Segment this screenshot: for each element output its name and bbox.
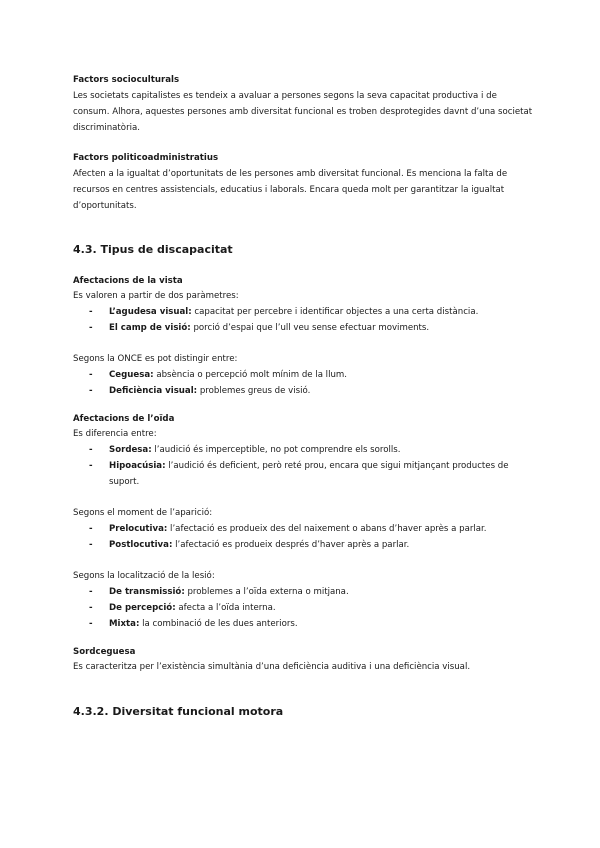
paragraph-vista-intro: Es valoren a partir de dos paràmetres: <box>73 291 239 301</box>
paragraph-politicoadministratius: Afecten a la igualtat d’oportunitats de les persones amb diversitat funcional. Es menciona la falta de recursos en centres assistencials, educatius i laborals. Encara queda molt per garantitzar la igualtat d’oportunitats. <box>73 169 508 211</box>
list-dash: - <box>89 524 93 534</box>
list-oida-moment <box>73 521 533 553</box>
list-item <box>73 304 533 320</box>
list-dash: - <box>89 323 93 333</box>
list-vista-once <box>73 367 533 399</box>
paragraph-oida-intro: Es diferencia entre: <box>73 429 157 439</box>
list-item <box>73 442 533 458</box>
paragraph-oida-localitzacio: Segons la localització de la lesió: <box>73 571 215 581</box>
list-term: De percepció: <box>109 603 176 613</box>
subheading-sordceguesa: Sordceguesa <box>73 647 136 657</box>
paragraph-sordceguesa: Es caracteritza per l’existència simultània d’una deficiència auditiva i una deficiència visual. <box>73 662 471 672</box>
list-desc: l’afectació es produeix des del naixement o abans d’haver après a parlar. <box>167 524 487 534</box>
subheading-afectacions-oida: Afectacions de l’oïda <box>73 414 175 424</box>
list-item <box>73 537 533 553</box>
list-desc: absència o percepció molt mínim de la llum. <box>153 370 348 380</box>
list-item <box>73 521 533 537</box>
list-item <box>73 383 533 399</box>
list-term: Deficiència visual: <box>109 386 198 396</box>
list-term: Sordesa: <box>109 445 152 455</box>
list-dash: - <box>89 307 93 317</box>
list-dash: - <box>89 540 93 550</box>
list-dash: - <box>89 386 93 396</box>
list-term: Prelocutiva: <box>109 524 168 534</box>
section-heading-diversitat-motora: 4.3.2. Diversitat funcional motora <box>73 705 284 718</box>
list-dash: - <box>89 445 93 455</box>
list-desc: porció d’espai que l’ull veu sense efectuar moviments. <box>190 323 430 333</box>
list-item <box>73 367 533 383</box>
document-page <box>73 68 533 719</box>
list-dash: - <box>89 370 93 380</box>
list-dash: - <box>89 603 93 613</box>
list-term: L’agudesa visual: <box>109 307 192 317</box>
list-term: El camp de visió: <box>109 323 191 333</box>
list-item <box>73 320 533 336</box>
list-desc: afecta a l’oïda interna. <box>175 603 276 613</box>
list-oida-tipus <box>73 442 533 490</box>
list-desc: l’audició és deficient, però reté prou, encara que sigui mitjançant productes de suport. <box>109 461 509 487</box>
list-item <box>73 584 533 600</box>
list-term: De transmissió: <box>109 587 185 597</box>
list-term: Mixta: <box>109 619 140 629</box>
subheading-afectacions-vista: Afectacions de la vista <box>73 276 183 286</box>
list-item <box>73 616 533 632</box>
list-dash: - <box>89 461 93 471</box>
list-desc: capacitat per percebre i identificar objectes a una certa distància. <box>191 307 479 317</box>
list-vista-parametres <box>73 304 533 336</box>
list-desc: problemes a l’oïda externa o mitjana. <box>184 587 349 597</box>
list-desc: la combinació de les dues anteriors. <box>139 619 298 629</box>
subheading-factors-socioculturals: Factors socioculturals <box>73 75 180 85</box>
list-term: Postlocutiva: <box>109 540 173 550</box>
list-desc: l’afectació es produeix després d’haver après a parlar. <box>172 540 410 550</box>
list-dash: - <box>89 619 93 629</box>
list-desc: l’audició és imperceptible, no pot comprendre els sorolls. <box>151 445 401 455</box>
list-oida-localitzacio <box>73 584 533 632</box>
paragraph-vista-once: Segons la ONCE es pot distingir entre: <box>73 354 238 364</box>
list-dash: - <box>89 587 93 597</box>
list-item <box>73 458 533 490</box>
list-desc: problemes greus de visió. <box>197 386 311 396</box>
paragraph-socioculturals: Les societats capitalistes es tendeix a avaluar a persones segons la seva capacitat productiva i de consum. Alhora, aquestes persones amb diversitat funcional es troben desprotegides davnt d’una societat discriminatòria. <box>73 91 533 133</box>
list-term: Hipoacúsia: <box>109 461 166 471</box>
paragraph-oida-moment: Segons el moment de l’aparició: <box>73 508 213 518</box>
list-item <box>73 600 533 616</box>
list-term: Ceguesa: <box>109 370 154 380</box>
section-heading-tipus-discapacitat: 4.3. Tipus de discapacitat <box>73 243 233 256</box>
subheading-factors-politicoadministratius: Factors politicoadministratius <box>73 153 219 163</box>
